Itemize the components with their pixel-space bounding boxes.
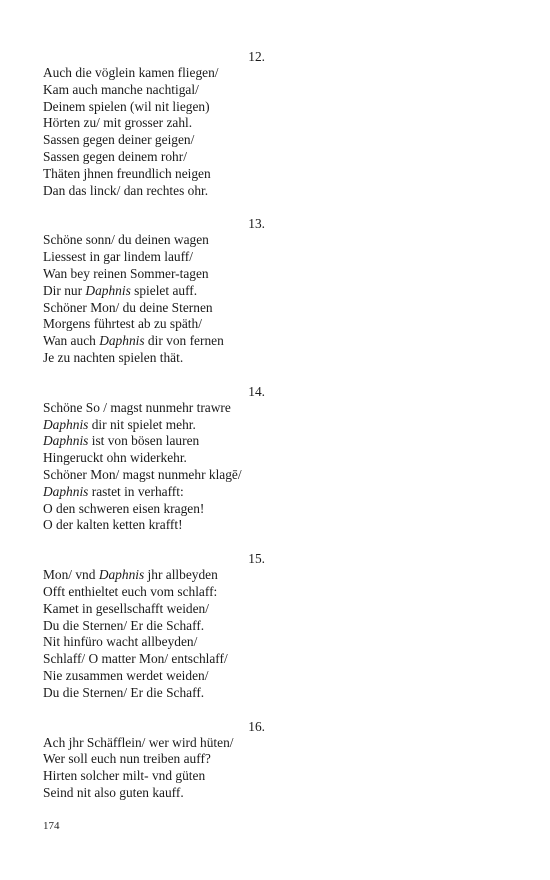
verse-line bbox=[43, 785, 513, 802]
verse-text: Mon/ vnd bbox=[43, 567, 99, 583]
verse-line bbox=[43, 433, 513, 450]
stanza-number: 16. bbox=[248, 718, 265, 734]
verse-line bbox=[43, 735, 513, 752]
verse-text: Liessest in gar lindem lauff/ bbox=[43, 249, 193, 265]
verse-line bbox=[43, 501, 513, 518]
verse-line bbox=[43, 668, 513, 685]
verse-line bbox=[43, 82, 513, 99]
verse-text: Offt enthieltet euch vom schlaff: bbox=[43, 583, 218, 599]
verse-line bbox=[43, 316, 513, 333]
verse-line bbox=[43, 149, 513, 166]
verse-line bbox=[43, 400, 513, 417]
stanza-number: 12. bbox=[248, 49, 265, 64]
verse-text: Du die Sternen/ Er die Schaff. bbox=[43, 617, 205, 633]
verse-text: Du die Sternen/ Er die Schaff. bbox=[43, 684, 205, 700]
verse-line bbox=[43, 132, 513, 149]
verse-line bbox=[43, 450, 513, 467]
verse-line bbox=[43, 99, 513, 116]
verse-line bbox=[43, 115, 513, 132]
verse-text: rastet in verhafft: bbox=[88, 483, 184, 499]
verse-text: Nit hinfüro wacht allbeyden/ bbox=[43, 634, 198, 650]
verse-text: Sassen gegen deinem rohr/ bbox=[43, 148, 187, 164]
verse-line bbox=[43, 467, 513, 484]
verse-text: Schöner Mon/ magst nunmehr klagē/ bbox=[43, 466, 242, 482]
verse-line bbox=[43, 266, 513, 283]
verse-line bbox=[43, 567, 513, 584]
verse-line bbox=[43, 300, 513, 317]
verse-line bbox=[43, 283, 513, 300]
stanza-number: 14. bbox=[248, 383, 265, 399]
stanza-number: 13. bbox=[248, 216, 265, 232]
verse-line bbox=[43, 183, 513, 200]
verse-text: Schöne sonn/ du deinen wagen bbox=[43, 232, 209, 248]
verse-text: Kam auch manche nachtigal/ bbox=[43, 81, 199, 97]
verse-text: Hirten solcher milt- vnd güten bbox=[43, 768, 206, 784]
verse-line bbox=[43, 601, 513, 618]
verse-text: Seind nit also guten kauff. bbox=[43, 784, 184, 800]
verse-text: Schöne So / magst nunmehr trawre bbox=[43, 399, 231, 415]
stanza bbox=[43, 383, 513, 534]
verse-text: Hörten zu/ mit grosser zahl. bbox=[43, 115, 193, 131]
verse-line bbox=[43, 417, 513, 434]
stanza bbox=[43, 215, 513, 366]
italic-name: Daphnis bbox=[99, 333, 145, 349]
verse-line bbox=[43, 751, 513, 768]
verse-text: dir von fernen bbox=[144, 333, 224, 349]
italic-name: Daphnis bbox=[43, 416, 89, 432]
verse-line bbox=[43, 232, 513, 249]
verse-text: Kamet in gesellschafft weiden/ bbox=[43, 600, 209, 616]
italic-name: Daphnis bbox=[98, 567, 145, 583]
verse-text: ist von bösen lauren bbox=[88, 433, 200, 449]
verse-line bbox=[43, 685, 513, 702]
verse-text: dir nit spielet mehr. bbox=[88, 416, 196, 432]
verse-text: Schöner Mon/ du deine Sternen bbox=[43, 299, 213, 315]
verse-text: Deinem spielen (wil nit liegen) bbox=[43, 98, 210, 114]
verse-line bbox=[43, 584, 513, 601]
verse-line bbox=[43, 350, 513, 367]
verse-text: Thäten jhnen freundlich neigen bbox=[43, 165, 211, 181]
verse-text: Hingeruckt ohn widerkehr. bbox=[43, 450, 187, 466]
verse-line bbox=[43, 517, 513, 534]
verse-text: Wer soll euch nun treiben auff? bbox=[43, 751, 211, 767]
verse-text: Sassen gegen deiner geigen/ bbox=[43, 132, 195, 148]
stanza bbox=[43, 550, 513, 701]
verse-text: jhr allbeyden bbox=[144, 567, 218, 583]
verse-line bbox=[43, 166, 513, 183]
verse-text: Dan das linck/ dan rechtes ohr. bbox=[43, 182, 209, 198]
stanza bbox=[43, 48, 513, 199]
verse-text: O der kalten ketten krafft! bbox=[43, 517, 183, 533]
verse-text: Nie zusammen werdet weiden/ bbox=[43, 667, 209, 683]
stanza bbox=[43, 718, 513, 802]
verse-text: O den schweren eisen kragen! bbox=[43, 500, 205, 516]
verse-line bbox=[43, 249, 513, 266]
italic-name: Daphnis bbox=[43, 433, 89, 449]
stanza-number: 15. bbox=[248, 551, 265, 567]
verse-text: Je zu nachten spielen thät. bbox=[43, 349, 184, 365]
verse-line bbox=[43, 768, 513, 785]
verse-line bbox=[43, 651, 513, 668]
verse-text: Dir nur bbox=[43, 282, 86, 298]
verse-line bbox=[43, 333, 513, 350]
poem-page bbox=[43, 48, 513, 818]
verse-line bbox=[43, 634, 513, 651]
verse-text: Schlaff/ O matter Mon/ entschlaff/ bbox=[43, 651, 228, 667]
verse-line bbox=[43, 65, 513, 82]
italic-name: Daphnis bbox=[43, 483, 89, 499]
verse-text: Ach jhr Schäfflein/ wer wird hüten/ bbox=[43, 734, 234, 750]
page-number: 174 bbox=[43, 820, 60, 832]
verse-text: Wan bey reinen Sommer-tagen bbox=[43, 265, 209, 281]
verse-text: Auch die vöglein kamen fliegen/ bbox=[43, 65, 219, 80]
verse-line bbox=[43, 618, 513, 635]
verse-text: Morgens führtest ab zu späth/ bbox=[43, 316, 202, 332]
verse-text: Wan auch bbox=[43, 333, 100, 349]
verse-text: spielet auff. bbox=[130, 282, 198, 298]
verse-line bbox=[43, 484, 513, 501]
italic-name: Daphnis bbox=[85, 282, 131, 298]
